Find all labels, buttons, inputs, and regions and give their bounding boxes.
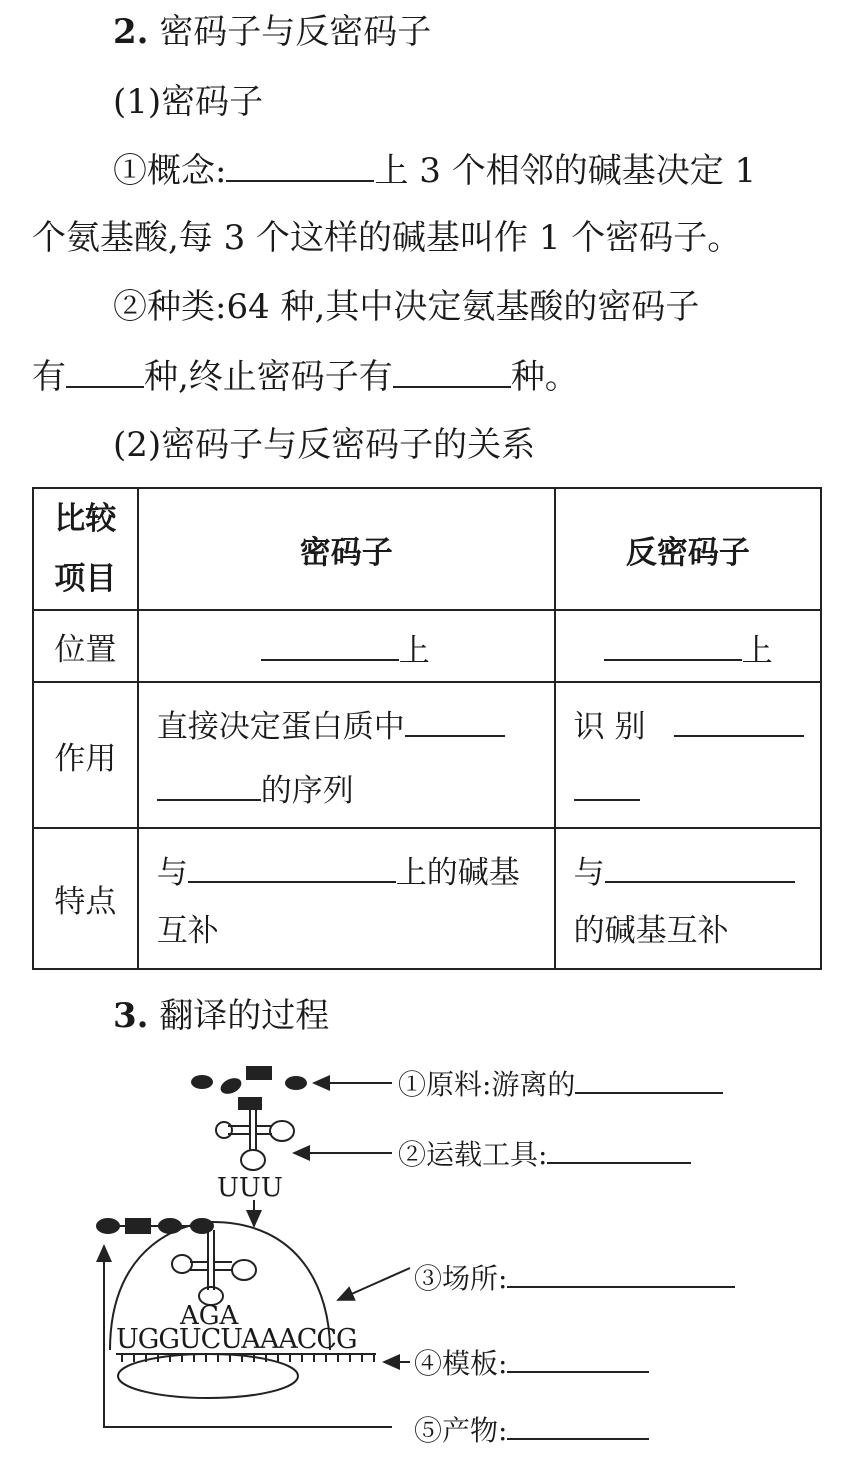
site-blank[interactable] [507, 1262, 735, 1288]
trna-anticodon-bound: AGA [180, 1301, 239, 1331]
concept-text: 上 3 个相邻的碱基决定 1 [374, 151, 757, 191]
subsection-2-title: (2)密码子与反密码子的关系 [113, 425, 536, 465]
product-blank[interactable] [507, 1414, 649, 1440]
function-anticodon-cell: 识 别 [555, 682, 821, 828]
position-anticodon-cell: 上 [555, 610, 821, 682]
mrna-sequence: UGGUCUAAACCG [116, 1324, 357, 1355]
row-label-feature: 特点 [33, 828, 138, 969]
kinds-have: 有 [32, 357, 66, 397]
section-2-title: 密码子与反密码子 [159, 12, 432, 52]
free-amino-acids-icon [191, 1066, 307, 1097]
label-raw-material: ①原料:游离的 [398, 1068, 723, 1102]
kinds-stop: 种,终止密码子有 [144, 357, 393, 397]
row-label-position: 位置 [33, 610, 138, 682]
section-3-number: 3. [113, 996, 149, 1036]
raw-material-blank[interactable] [575, 1068, 723, 1094]
polypeptide-chain-icon [97, 1219, 213, 1233]
kinds-line: ②种类:64 种,其中决定氨基酸的密码子 [113, 287, 700, 327]
subsection-1-title: (1)密码子 [113, 82, 264, 122]
header-compare-item: 比较 项目 [33, 488, 138, 610]
concept-line-2: 个氨基酸,每 3 个这样的碱基叫作 1 个密码子。 [32, 218, 742, 258]
section-2-number: 2. [113, 12, 149, 52]
row-label-function: 作用 [33, 682, 138, 828]
label-product: ⑤产物: [414, 1414, 649, 1448]
bound-trna-icon [172, 1230, 256, 1305]
position-codon-cell: 上 [138, 610, 555, 682]
template-blank[interactable] [507, 1347, 649, 1373]
header-anticodon: 反密码子 [555, 488, 821, 610]
feature-anticodon-cell: 与 的碱基互补 [555, 828, 821, 969]
label-template: ④模板: [414, 1347, 649, 1381]
kinds-end: 种。 [510, 357, 579, 397]
header-codon: 密码子 [138, 488, 555, 610]
trna-anticodon-top: UUU [217, 1173, 283, 1203]
section-3-title: 翻译的过程 [159, 996, 330, 1036]
label-site: ③场所: [414, 1262, 735, 1296]
label-carrier: ②运载工具: [398, 1138, 691, 1172]
carrier-blank[interactable] [547, 1138, 691, 1164]
trna-icon [216, 1097, 294, 1170]
feature-codon-cell: 与 上的碱基 互补 [138, 828, 555, 969]
function-codon-cell: 直接决定蛋白质中 的序列 [138, 682, 555, 828]
concept-label: ①概念: [113, 151, 227, 191]
